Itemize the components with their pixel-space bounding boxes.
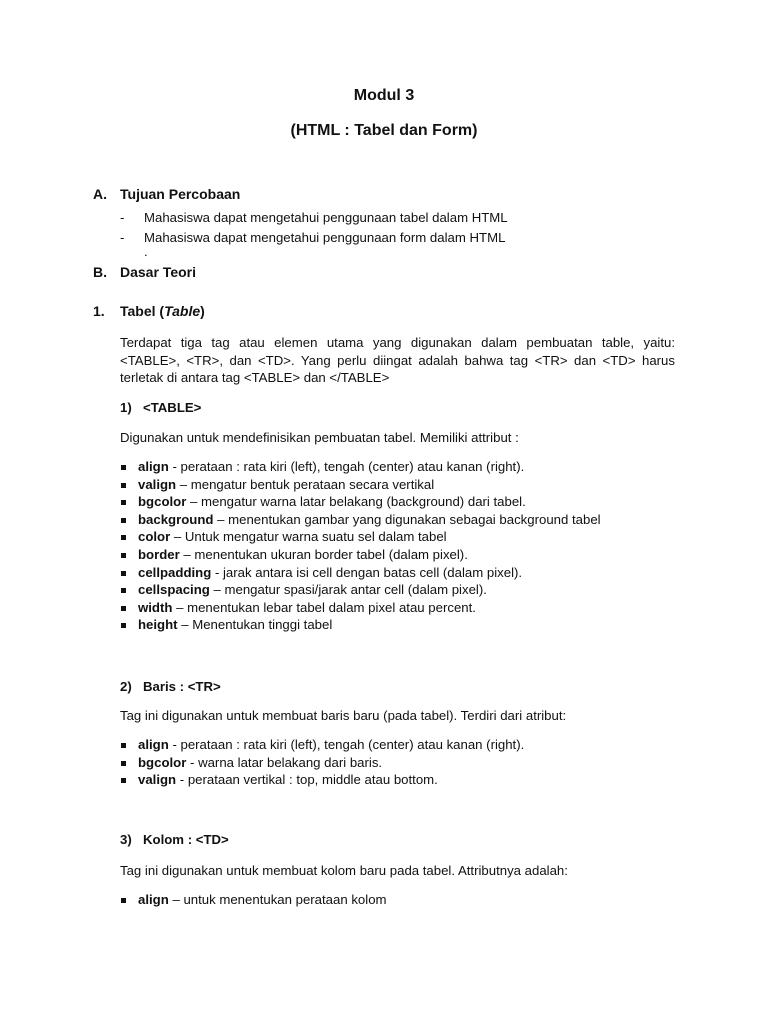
section-b-heading: Dasar Teori: [120, 264, 196, 280]
objective-item: - Mahasiswa dapat mengetahui penggunaan form dalam HTML: [120, 228, 508, 248]
attribute-item: align - perataan : rata kiri (left), tengah (center) atau kanan (right).: [120, 458, 601, 476]
attribute-item: background – menentukan gambar yang digunakan sebagai background tabel: [120, 511, 601, 529]
objectives-list: [120, 208, 508, 247]
table-tag-heading: <TABLE>: [143, 400, 202, 415]
section-1-heading: Tabel (Table): [120, 303, 205, 319]
table-tag-description: Digunakan untuk mendefinisikan pembuatan tabel. Memiliki attribut :: [120, 430, 519, 445]
attribute-item: align - perataan : rata kiri (left), tengah (center) atau kanan (right).: [120, 736, 524, 754]
document-subtitle: (HTML : Tabel dan Form): [290, 122, 478, 139]
tr-tag-heading: Baris : <TR>: [143, 679, 221, 694]
attribute-item: valign - perataan vertikal : top, middle atau bottom.: [120, 771, 524, 789]
td-tag-number: 3): [120, 832, 132, 847]
document-title: Modul 3: [353, 87, 415, 104]
attribute-item: width – menentukan lebar tabel dalam pixel atau percent.: [120, 599, 601, 617]
table-attribute-list: [120, 458, 601, 634]
tr-tag-description: Tag ini digunakan untuk membuat baris baru (pada tabel). Terdiri dari atribut:: [120, 708, 567, 723]
tr-tag-number: 2): [120, 679, 132, 694]
section-a-letter: A.: [93, 186, 107, 202]
attribute-item: border – menentukan ukuran border tabel (dalam pixel).: [120, 546, 601, 564]
table-tag-number: 1): [120, 400, 132, 415]
td-tag-heading: Kolom : <TD>: [143, 832, 229, 847]
objective-item: - Mahasiswa dapat mengetahui penggunaan tabel dalam HTML: [120, 208, 508, 228]
section-b-letter: B.: [93, 264, 107, 280]
attribute-item: cellspacing – mengatur spasi/jarak antar cell (dalam pixel).: [120, 581, 601, 599]
attribute-item: bgcolor – mengatur warna latar belakang (background) dari tabel.: [120, 493, 601, 511]
td-tag-description: Tag ini digunakan untuk membuat kolom baru pada tabel. Attributnya adalah:: [120, 863, 568, 878]
attribute-item: height – Menentukan tinggi tabel: [120, 616, 601, 634]
tr-attribute-list: [120, 736, 524, 789]
stray-dot: .: [144, 244, 148, 259]
td-attribute-list: [120, 891, 387, 909]
intro-paragraph: Terdapat tiga tag atau elemen utama yang digunakan dalam pembuatan table, yaitu: <TABLE>, <TR>, dan <TD>. Yang perlu diingat adalah bahwa tag <TR> dan <TD> harus terletak di antara tag <TABLE> dan </TABLE>: [120, 335, 675, 385]
attribute-item: color – Untuk mengatur warna suatu sel dalam tabel: [120, 528, 601, 546]
attribute-item: bgcolor - warna latar belakang dari baris.: [120, 754, 524, 772]
section-1-number: 1.: [93, 303, 105, 319]
section-a-heading: Tujuan Percobaan: [120, 186, 241, 202]
attribute-item: align – untuk menentukan perataan kolom: [120, 891, 387, 909]
attribute-item: valign – mengatur bentuk perataan secara vertikal: [120, 476, 601, 494]
section-1-heading-italic: Table: [164, 303, 201, 319]
attribute-item: cellpadding - jarak antara isi cell dengan batas cell (dalam pixel).: [120, 564, 601, 582]
